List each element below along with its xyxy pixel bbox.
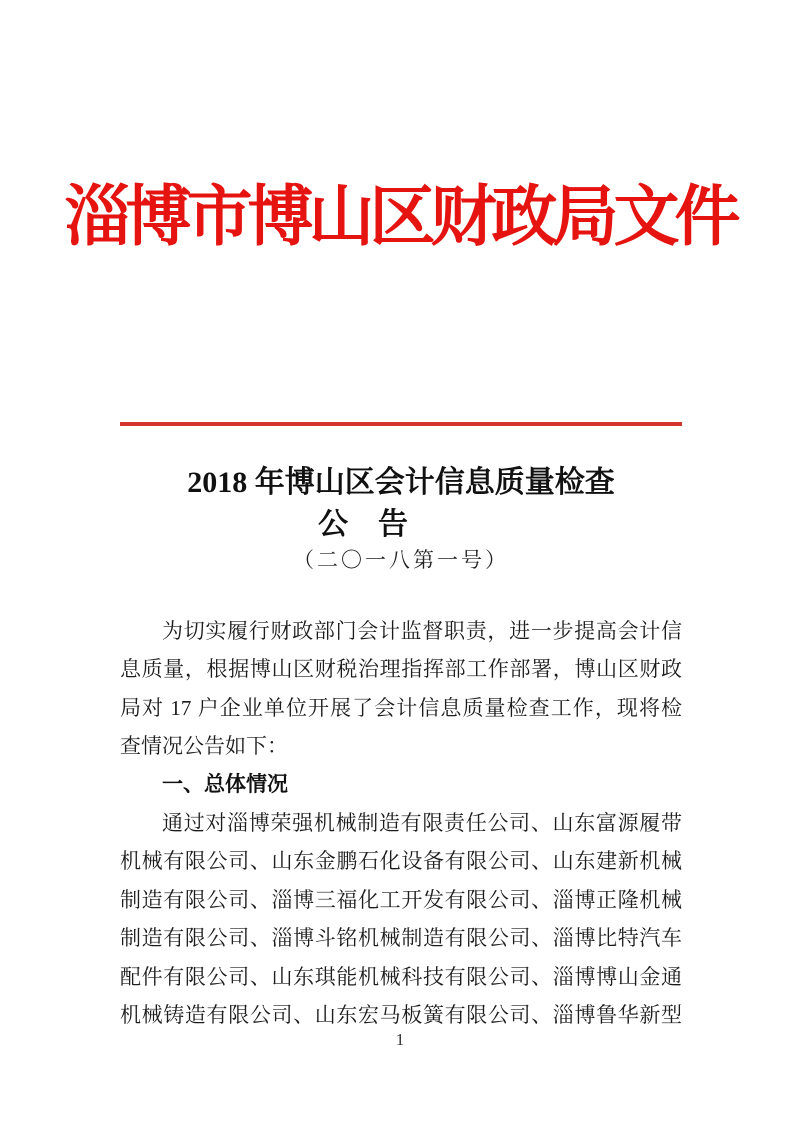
body-line: 制造有限公司、淄博斗铭机械制造有限公司、淄博比特汽车 [120, 926, 682, 951]
body-line: 配件有限公司、山东琪能机械科技有限公司、淄博博山金通 [120, 964, 682, 989]
body-line: 查情况公告如下： [120, 734, 288, 759]
document-title-line-2: 公 告 [318, 508, 408, 541]
section-heading: 一、总体情况 [162, 772, 288, 796]
document-header-title: 淄博市博山区财政局文件 [64, 181, 736, 254]
document-number: （二〇一八第一号） [293, 548, 509, 572]
body-line: 通过对淄博荣强机械制造有限责任公司、山东富源履带 [162, 811, 682, 836]
document-body [120, 612, 682, 1034]
page-number: 1 [395, 1030, 405, 1049]
document-title-line-1: 2018 年博山区会计信息质量检查 [187, 466, 615, 499]
document-title [120, 462, 682, 546]
red-divider-line [120, 422, 682, 426]
body-line: 制造有限公司、淄博三福化工开发有限公司、淄博正隆机械 [120, 887, 682, 912]
body-line: 为切实履行财政部门会计监督职责，进一步提高会计信 [162, 619, 682, 643]
body-line: 息质量，根据博山区财税治理指挥部工作部署，博山区财政 [120, 657, 682, 682]
body-line: 局对 17 户企业单位开展了会计信息质量检查工作，现将检 [120, 695, 682, 720]
body-line: 机械铸造有限公司、山东宏马板簧有限公司、淄博鲁华新型 [120, 1003, 682, 1028]
body-line: 机械有限公司、山东金鹏石化设备有限公司、山东建新机械 [120, 849, 682, 874]
